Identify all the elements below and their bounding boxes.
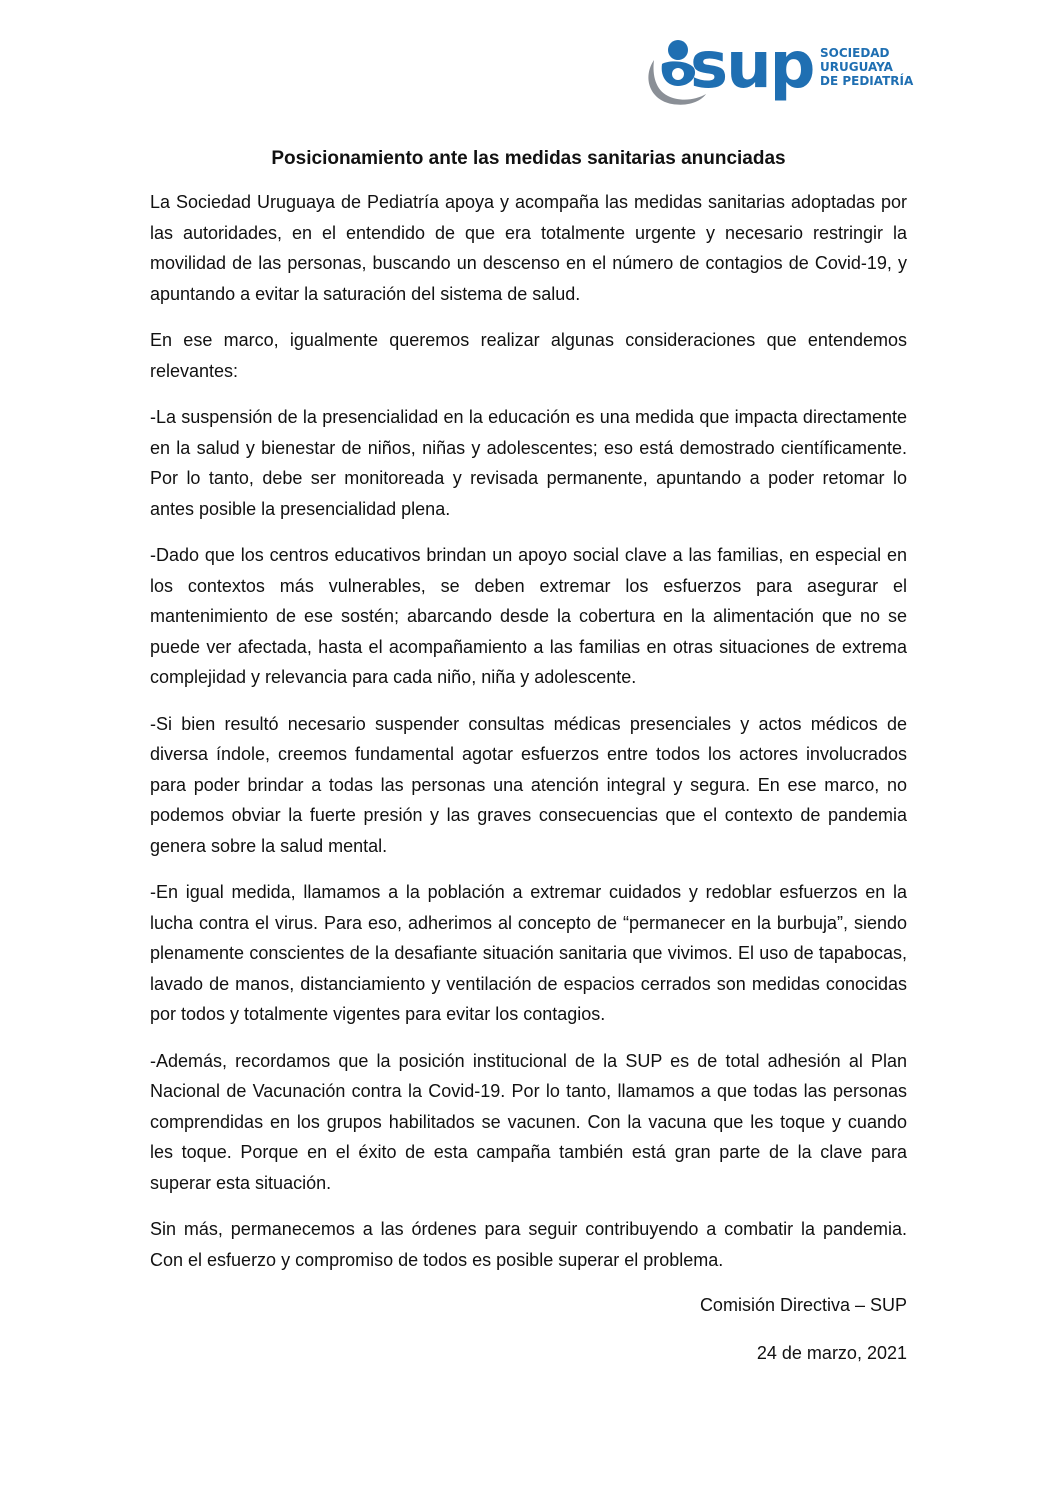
- document-body: [150, 145, 907, 1367]
- paragraph-2: En ese marco, igualmente queremos realizar algunas consideraciones que entendemos relevantes:: [150, 330, 907, 381]
- signature: Comisión Directiva – SUP: [699, 1295, 907, 1315]
- paragraph-4: -Dado que los centros educativos brindan un apoyo social clave a las familias, en especial en los contextos más vulnerables, se deben extremar los esfuerzos para asegurar el mantenimiento de ese sostén; abarcando desde la cobertura en la alimentación que no se puede ver afectada, hasta el acompañamiento a las familias en otras situaciones de extrema complejidad y relevancia para cada niño, niña y adolescente.: [150, 545, 907, 687]
- sup-logo: [640, 30, 920, 110]
- paragraph-1: La Sociedad Uruguaya de Pediatría apoya y acompaña las medidas sanitarias adoptadas por las autoridades, en el entendido de que era totalmente urgente y necesario restringir la movilidad de las personas, buscando un descenso en el número de contagios de Covid-19, y apuntando a evitar la saturación del sistema de salud.: [150, 192, 907, 304]
- logo-tag-line-3: DE PEDIATRÍA: [820, 74, 914, 88]
- sup-logo-text: sup: [690, 29, 814, 103]
- document-title: Posicionamiento ante las medidas sanitarias anunciadas: [271, 148, 786, 169]
- sup-logo-tagline: [820, 46, 930, 88]
- document-date: 24 de marzo, 2021: [756, 1343, 907, 1363]
- logo-tag-line-1: SOCIEDAD: [820, 46, 890, 60]
- paragraph-5: -Si bien resultó necesario suspender consultas médicas presenciales y actos médicos de diversa índole, creemos fundamental agotar esfuerzos entre todos los actores involucrados para poder brindar a todas las personas una atención integral y segura. En ese marco, no podemos obviar la fuerte presión y las graves consecuencias que el contexto de pandemia genera sobre la salud mental.: [150, 713, 907, 856]
- paragraph-6: -En igual medida, llamamos a la población a extremar cuidados y redoblar esfuerzos en la lucha contra el virus. Para eso, adherimos al concepto de “permanecer en la burbuja”, siendo plenamente conscientes de la desafiante situación sanitaria que vivimos. El uso de tapabocas, lavado de manos, distanciamiento y ventilación de espacios cerrados son medidas conocidas por todos y totalmente vigentes para evitar los contagios.: [150, 882, 907, 1024]
- paragraph-7: -Además, recordamos que la posición institucional de la SUP es de total adhesión al Plan Nacional de Vacunación contra la Covid-19. Por lo tanto, llamamos a que todas las personas comprendidas en los grupos habilitados se vacunen. Con la vacuna que les toque y cuando les toque. Porque en el éxito de esta campaña también está gran parte de la clave para superar esta situación.: [150, 1050, 907, 1193]
- paragraph-3: -La suspensión de la presencialidad en la educación es una medida que impacta directamente en la salud y bienestar de niños, niñas y adolescentes; eso está demostrado científicamente. Por lo tanto, debe ser monitoreada y revisada permanente, apuntando a poder retomar lo antes posible la presencialidad plena.: [150, 407, 907, 519]
- logo-tag-line-2: URUGUAYA: [820, 60, 893, 74]
- paragraph-8: Sin más, permanecemos a las órdenes para seguir contribuyendo a combatir la pandemia. Con el esfuerzo y compromiso de todos es posible superar el problema.: [150, 1219, 907, 1270]
